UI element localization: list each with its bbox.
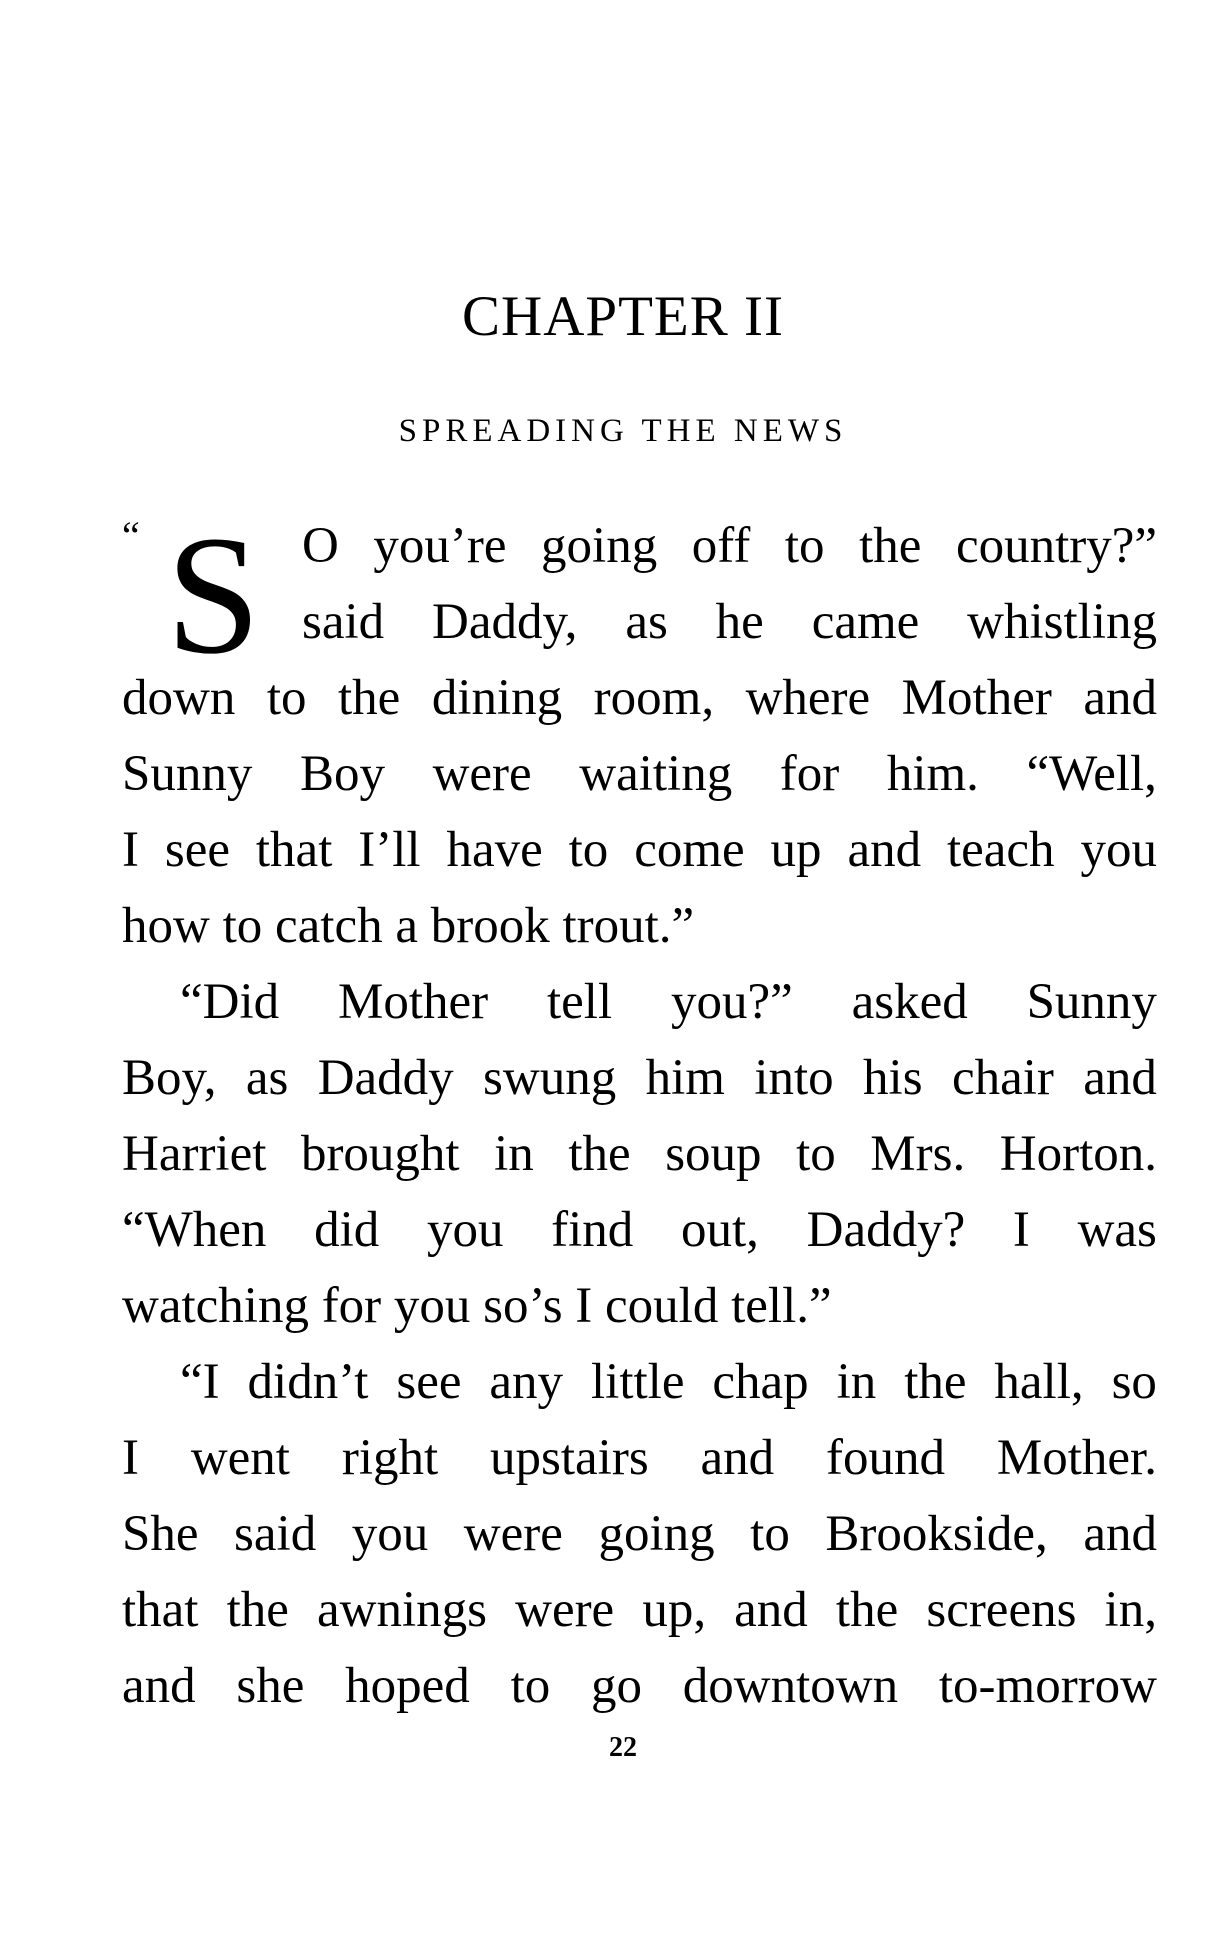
text-word: came [811,594,920,650]
text-word: and [1083,1050,1157,1106]
text-word: soup [665,1126,762,1182]
text-word: the [226,1582,289,1638]
text-word: hoped [345,1658,470,1714]
text-line [122,1268,1157,1344]
text-word: a [395,898,418,954]
text-word: Brookside, [825,1506,1048,1562]
text-word: She [122,1506,199,1562]
text-word: see [164,822,230,878]
text-word: Mother. [996,1430,1157,1486]
drop-cap-letter: S [166,501,261,689]
text-word: go [591,1658,642,1714]
text-word: catch [275,898,383,954]
text-word: I [122,1430,139,1486]
text-word: going [541,518,658,574]
text-line [122,584,1157,660]
text-line [122,736,1157,812]
text-word: you [426,1202,504,1258]
text-word: Harriet [122,1126,267,1182]
text-word: as [245,1050,289,1106]
text-word: waiting [579,746,733,802]
text-word: Daddy, [432,594,578,650]
text-line [122,888,1157,964]
text-word: come [634,822,745,878]
text-word: brook [430,898,550,954]
text-word: dining [431,670,563,726]
text-word: to [222,898,263,954]
text-word: find [551,1202,634,1258]
text-word: to [266,670,307,726]
text-word: could [605,1278,719,1334]
text-word: country?” [955,518,1157,574]
text-line [122,1420,1157,1496]
text-word: for [779,746,840,802]
text-word: watching [122,1278,309,1334]
text-word: the [338,670,401,726]
text-word: right [341,1430,439,1486]
text-word: in [494,1126,534,1182]
text-word: chair [951,1050,1054,1106]
text-word: chap [712,1354,809,1410]
text-word: to [510,1658,551,1714]
drop-cap-quote: “ [122,513,140,558]
text-word: the [835,1582,899,1638]
text-word: to-morrow [938,1658,1157,1714]
chapter-title: CHAPTER II [462,285,784,348]
text-word: Sunny [122,746,253,802]
text-line [122,660,1157,736]
text-word: brought [300,1126,460,1182]
text-word: were [432,746,532,802]
text-word: to [750,1506,790,1562]
chapter-subtitle: SPREADING THE NEWS [398,413,848,449]
text-line [122,964,1157,1040]
text-word: to [796,1126,836,1182]
text-word: tell.” [731,1278,832,1334]
text-word: and [122,1658,196,1714]
text-word: Horton. [999,1126,1157,1182]
text-word: did [314,1202,380,1258]
text-word: him [645,1050,725,1106]
text-line [122,1648,1157,1724]
text-word: room, [593,670,715,726]
text-word: Mother [901,670,1052,726]
text-word: as [625,594,668,650]
text-word: you [393,1278,471,1334]
text-word: that [255,822,333,878]
text-word: the [859,518,922,574]
text-word: I [575,1278,593,1334]
text-word: you’re [373,518,507,574]
text-word: out, [681,1202,759,1258]
text-word: said [234,1506,317,1562]
text-word: so’s [483,1278,563,1334]
text-word: any [489,1354,564,1410]
text-word: “Well, [1026,746,1157,802]
text-word: you [1080,822,1157,878]
text-word: his [863,1050,923,1106]
text-word: were [463,1506,563,1562]
text-word: O [302,518,339,574]
text-word: into [754,1050,834,1106]
text-word: he [715,594,764,650]
text-word: Daddy? [806,1202,966,1258]
text-word: found [826,1430,946,1486]
text-word: Mother [337,974,489,1030]
text-word: and [734,1582,808,1638]
text-word: was [1077,1202,1157,1258]
text-word: “Did [180,974,280,1030]
text-word: little [590,1354,685,1410]
text-word: I [1012,1202,1030,1258]
text-word: downtown [682,1658,899,1714]
text-word: how [122,898,210,954]
text-word: to [568,822,609,878]
text-word: upstairs [490,1430,649,1486]
text-word: she [236,1658,305,1714]
text-word: Boy [299,746,385,802]
text-word: you [351,1506,429,1562]
text-word: and [700,1430,775,1486]
text-word: going [598,1506,715,1562]
page-number: 22 [609,1732,637,1763]
text-word: “I [180,1354,220,1410]
text-word: in [836,1354,877,1410]
text-word: whistling [967,594,1157,650]
text-word: teach [946,822,1055,878]
body-text [122,501,1157,1724]
text-word: didn’t [247,1354,369,1410]
text-word: him. [886,746,979,802]
text-word: see [396,1354,462,1410]
text-line [122,1192,1157,1268]
text-word: asked [851,974,968,1030]
text-word: in, [1104,1582,1157,1638]
text-word: screens [926,1582,1077,1638]
text-word: Boy, [122,1050,217,1106]
text-word: trout.” [562,898,695,954]
text-word: to [784,518,825,574]
text-word: said [302,594,385,650]
text-line [122,1040,1157,1116]
text-word: so [1111,1354,1157,1410]
text-line [122,1496,1157,1572]
text-word: and [1083,670,1157,726]
text-word: down [122,670,236,726]
text-word: Daddy [317,1050,454,1106]
text-word: I [122,822,139,878]
text-word: “When [122,1202,267,1258]
text-line [122,508,1157,584]
text-word: hall, [994,1354,1084,1410]
text-line [122,812,1157,888]
text-word: that [122,1582,199,1638]
text-word: Sunny [1026,974,1157,1030]
text-word: for [321,1278,382,1334]
text-word: went [190,1430,290,1486]
text-word: and [847,822,922,878]
text-word: where [745,670,871,726]
text-word: up, [642,1582,707,1638]
text-line [122,1344,1157,1420]
text-word: off [691,518,751,574]
text-word: awnings [317,1582,487,1638]
text-word: the [568,1126,631,1182]
text-word: swung [483,1050,617,1106]
text-line [122,1116,1157,1192]
text-word: were [515,1582,615,1638]
text-line [122,1572,1157,1648]
text-word: the [904,1354,967,1410]
text-word: you?” [670,974,793,1030]
text-word: up [770,822,822,878]
text-word: and [1083,1506,1157,1562]
text-word: I’ll [358,822,421,878]
text-word: Mrs. [870,1126,966,1182]
text-word: tell [546,974,613,1030]
text-word: have [446,822,543,878]
